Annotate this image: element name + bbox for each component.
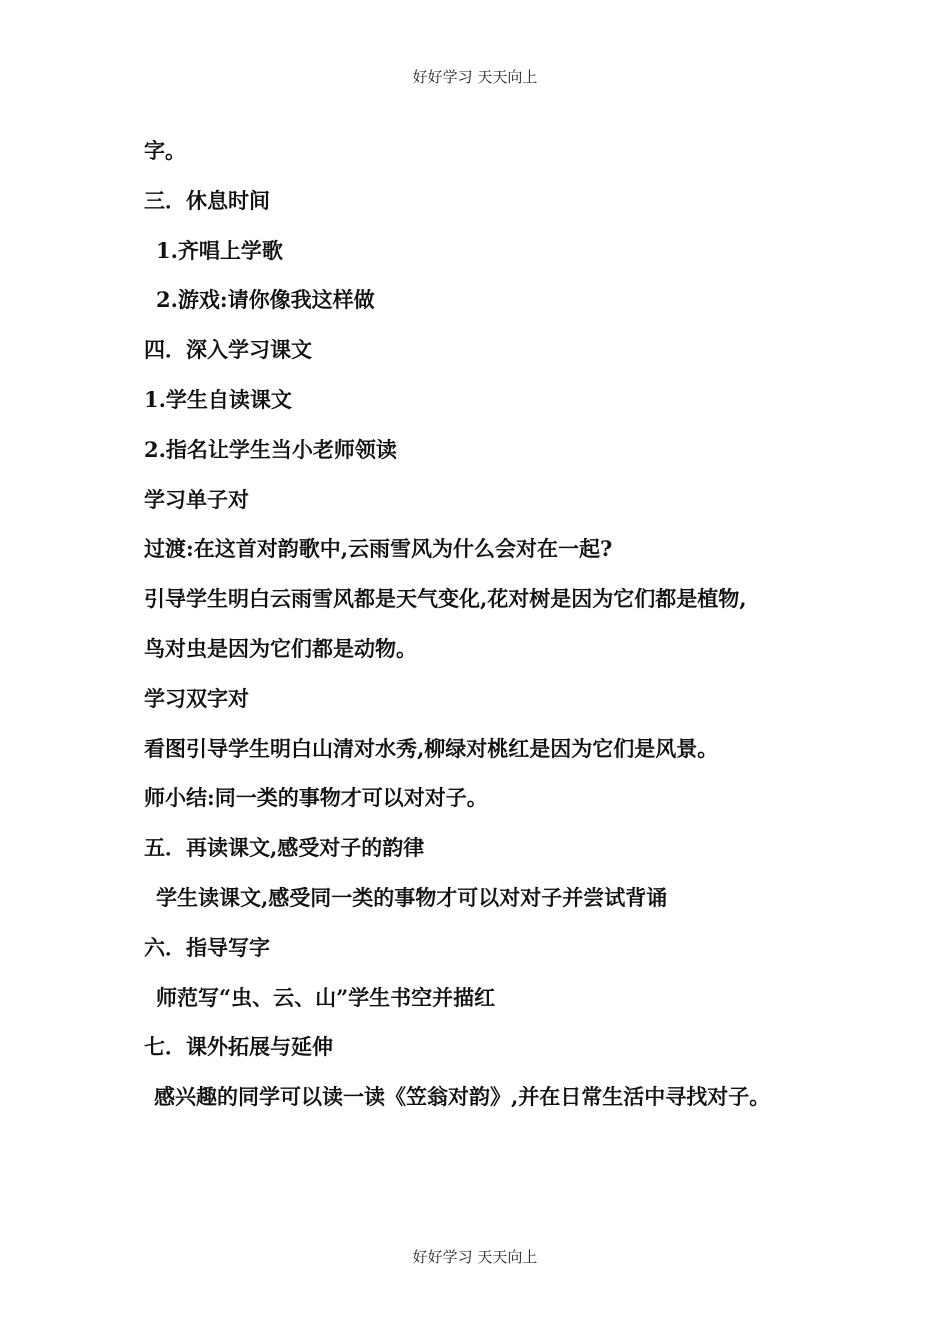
text-line: 师小结:同一类的事物才可以对对子。 xyxy=(144,785,488,811)
document-body xyxy=(144,130,824,1126)
text-line: 过渡:在这首对韵歌中,云雨雪风为什么会对在一起? xyxy=(144,536,613,562)
page-header: 好好学习 天天向上 xyxy=(412,68,538,86)
section-heading-reread: 五．再读课文,感受对子的韵律 xyxy=(144,835,425,861)
section-heading-extension: 七．课外拓展与延伸 xyxy=(144,1034,333,1060)
section-heading-study-text: 四．深入学习课文 xyxy=(144,337,312,363)
page-footer: 好好学习 天天向上 xyxy=(412,1248,538,1266)
list-item: 1.学生自读课文 xyxy=(144,386,292,412)
section-heading-rest-time: 三．休息时间 xyxy=(144,187,270,213)
text-line: 引导学生明白云雨雪风都是天气变化,花对树是因为它们都是植物, xyxy=(144,586,747,612)
list-item: 1.齐唱上学歌 xyxy=(156,237,283,263)
text-line: 师范写“虫、云、山”学生书空并描红 xyxy=(156,984,496,1010)
list-item: 2.指名让学生当小老师领读 xyxy=(144,436,397,462)
list-item: 2.游戏:请你像我这样做 xyxy=(156,287,375,313)
text-line: 字。 xyxy=(144,138,186,163)
section-heading-writing: 六．指导写字 xyxy=(144,934,270,960)
text-line: 看图引导学生明白山清对水秀,柳绿对桃红是因为它们是风景。 xyxy=(144,735,719,761)
subheading-double-character-pairs: 学习双字对 xyxy=(144,685,249,711)
text-line: 感兴趣的同学可以读一读《笠翁对韵》,并在日常生活中寻找对子。 xyxy=(154,1084,771,1110)
text-line: 鸟对虫是因为它们都是动物。 xyxy=(144,635,417,661)
subheading-single-character-pairs: 学习单子对 xyxy=(144,486,249,512)
text-line: 学生读课文,感受同一类的事物才可以对对子并尝试背诵 xyxy=(156,884,668,910)
